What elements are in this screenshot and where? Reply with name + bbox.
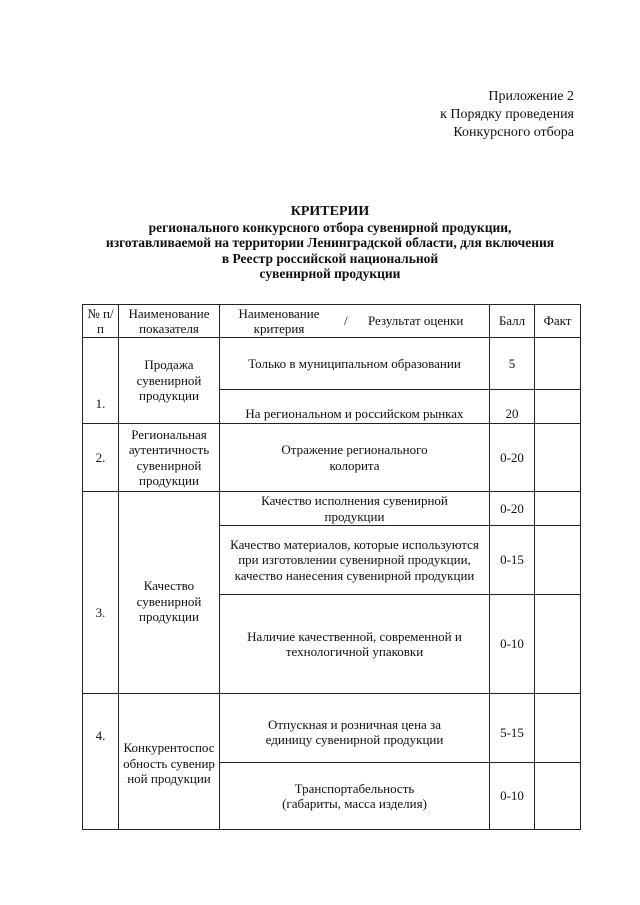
criteria-table [82,304,581,830]
row-criterion: Качество исполнения сувенирной продукции [220,492,490,526]
row-criterion: Только в муниципальном образовании [220,338,490,390]
table-row [83,694,581,763]
row-criterion: Транспортабельность (габариты, масса изделия) [220,763,490,830]
row-criterion: На региональном и российском рынках [220,390,490,424]
row-fact [535,390,581,424]
row-score: 0-10 [490,763,535,830]
row-score: 5-15 [490,694,535,763]
document-heading [60,204,600,282]
row-score: 0-20 [490,492,535,526]
row-criterion: Качество материалов, которые используются при изготовлении сувенирной продукции, качество нанесения сувенирной продукции [220,526,490,595]
row-fact [535,526,581,595]
document-title: КРИТЕРИИ [290,204,370,219]
row-score: 0-15 [490,526,535,595]
appendix-line: к Порядку проведения [440,107,574,122]
heading-line: в Реестр российской национальной [221,250,439,266]
header-slash: / [344,313,348,328]
row-fact [535,338,581,390]
row-score: 5 [490,338,535,390]
row-criterion: Отражение регионального колорита [220,424,490,492]
row-indicator: Региональная аутентичность сувенирной продукции [119,424,220,492]
row-fact [535,424,581,492]
row-num: 4. [83,694,119,830]
row-indicator: Конкурентоспособность сувенирной продукции [119,694,220,830]
header-num: № п/п [83,305,119,338]
row-num: 2. [83,424,119,492]
table-row [83,424,581,492]
heading-line: сувенирной продукции [259,266,401,281]
row-score: 20 [490,390,535,424]
heading-line: изготавливаемой на территории Ленинградской области, для включения [105,235,555,250]
table-row [83,492,581,526]
row-indicator: Качество сувенирной продукции [119,492,220,694]
row-fact [535,763,581,830]
row-num: 1. [83,338,119,424]
appendix-line: Приложение 2 [488,89,574,104]
row-criterion: Наличие качественной, современной и технологичной упаковки [220,595,490,694]
appendix-note [440,88,574,142]
row-criterion: Отпускная и розничная цена за единицу сувенирной продукции [220,694,490,763]
header-fact: Факт [535,305,581,338]
row-fact [535,492,581,526]
header-score: Балл [490,305,535,338]
header-indicator: Наименование показателя [119,305,220,338]
row-score: 0-20 [490,424,535,492]
row-num: 3. [83,492,119,694]
header-result: Результат оценки [368,313,464,328]
header-criterion-name: Наименование критерия [238,306,320,336]
appendix-line: Конкурсного отбора [453,125,574,140]
table-header-row [83,305,581,338]
row-fact [535,595,581,694]
row-score: 0-10 [490,595,535,694]
heading-line: регионального конкурсного отбора сувенирной продукции, [148,219,512,235]
header-criterion [220,305,490,338]
table-row [83,338,581,390]
row-fact [535,694,581,763]
row-indicator: Продажа сувенирной продукции [119,338,220,424]
